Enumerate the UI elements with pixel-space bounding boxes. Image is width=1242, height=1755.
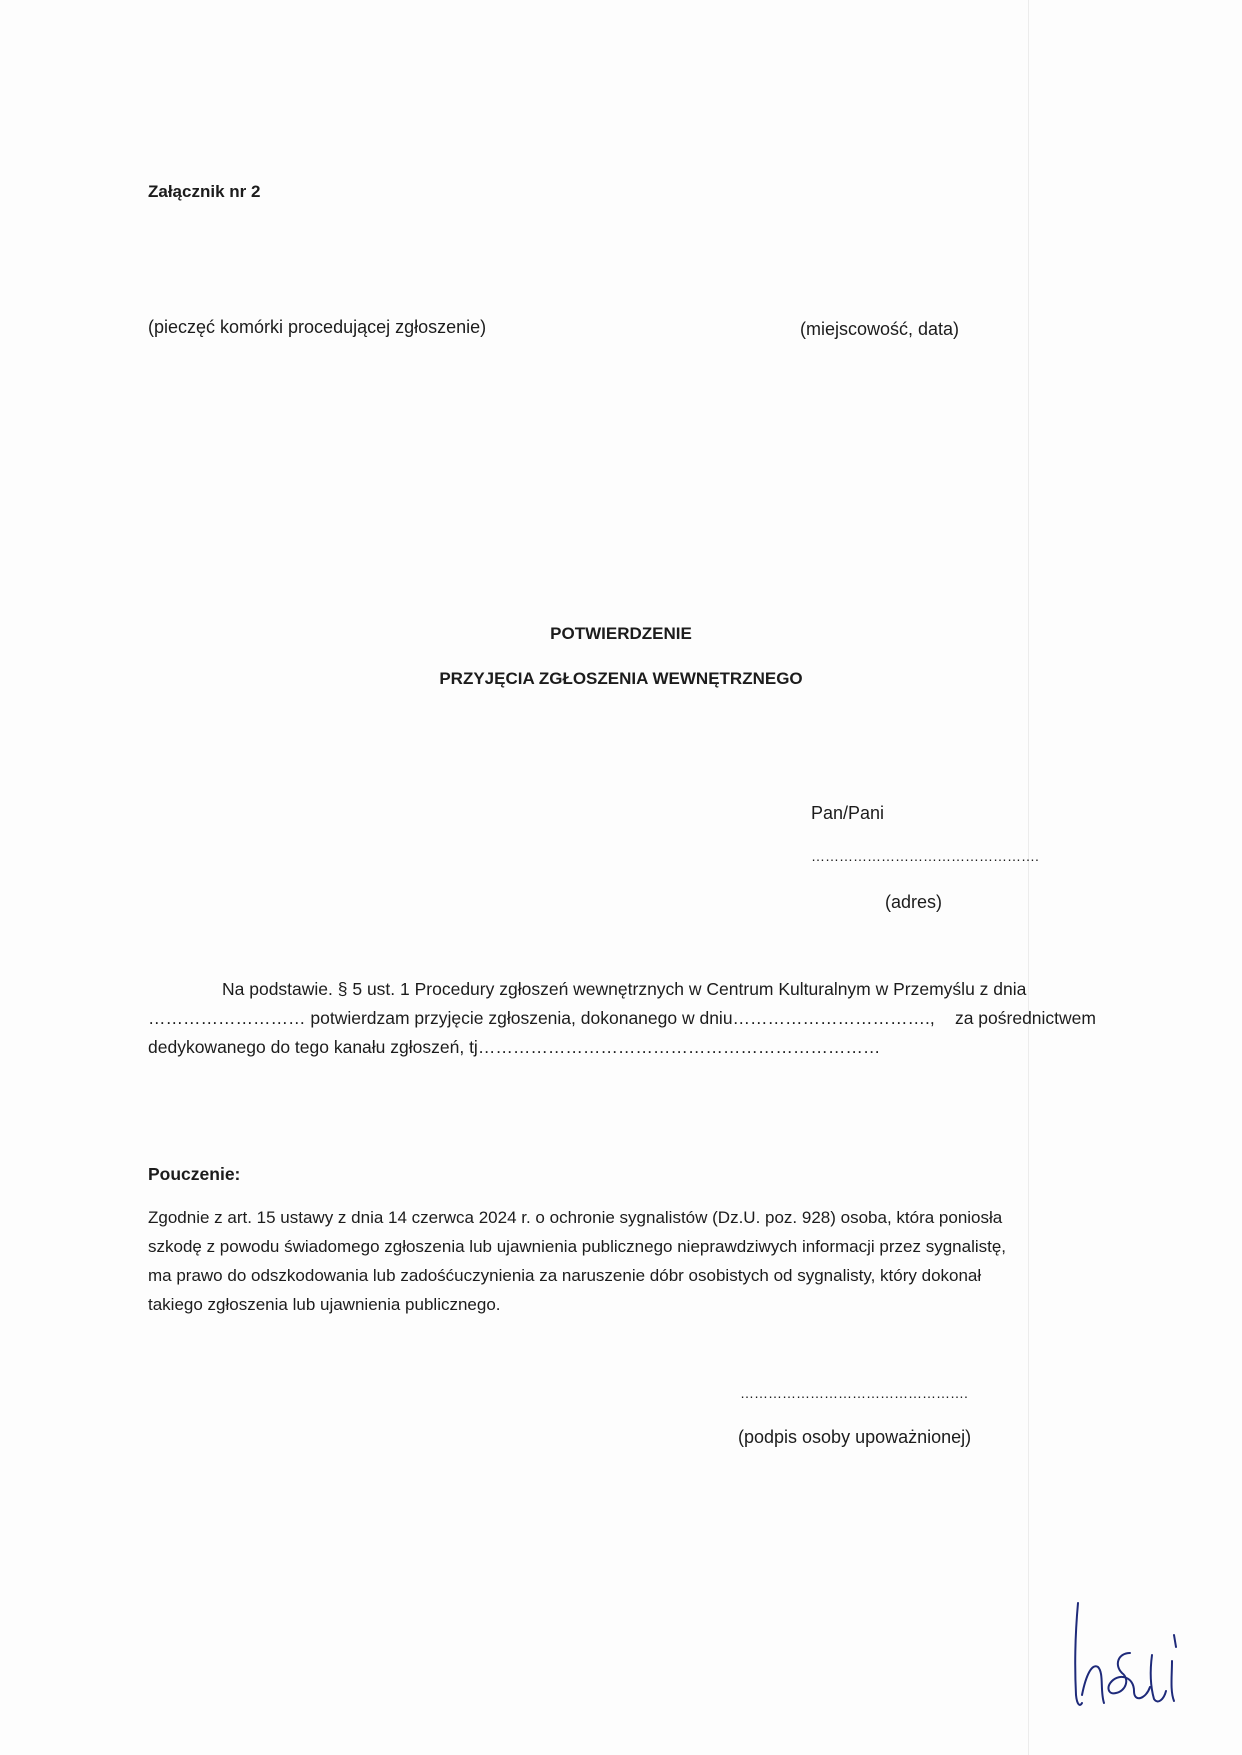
- stamp-placeholder: (pieczęć komórki procedującej zgłoszenie): [148, 317, 487, 337]
- signature-dots: ………………………………………….: [740, 1385, 968, 1401]
- recipient-address-label: (adres): [885, 892, 943, 912]
- body-line-2-part-2: za pośrednictwem: [954, 1008, 1096, 1028]
- body-line-1: Na podstawie. § 5 ust. 1 Procedury zgłoszeń wewnętrznych w Centrum Kulturalnym w Przemyślu z dnia: [222, 979, 1027, 999]
- instruction-paragraph: [148, 1203, 1096, 1319]
- place-date-placeholder: (miejscowość, data): [800, 319, 960, 339]
- instruction-line-2: szkodę z powodu świadomego zgłoszenia lub ujawnienia publicznego nieprawdziwych informacji przez sygnalistę,: [148, 1237, 1007, 1256]
- body-line-3: dedykowanego do tego kanału zgłoszeń, tj……………………………………………………………: [148, 1037, 881, 1057]
- recipient-name-dots: ………………………………………….: [811, 848, 1039, 864]
- instruction-line-4: takiego zgłoszenia lub ujawnienia publicznego.: [148, 1295, 501, 1314]
- document-subtitle: PRZYJĘCIA ZGŁOSZENIA WEWNĘTRZNEGO: [439, 669, 803, 688]
- document-title: POTWIERDZENIE: [550, 624, 692, 643]
- body-paragraph: [148, 975, 1096, 1062]
- handwritten-signature: [1060, 1595, 1190, 1715]
- body-line-2-part-1: ……………………… potwierdzam przyjęcie zgłoszenia, dokonanego w dniu…………………………….,: [148, 1008, 935, 1028]
- attachment-label: Załącznik nr 2: [148, 182, 261, 201]
- scan-edge: [1028, 0, 1029, 1755]
- body-line-2: [148, 1004, 1096, 1033]
- recipient-salutation: Pan/Pani: [811, 803, 885, 823]
- signature-label: (podpis osoby upoważnionej): [738, 1427, 972, 1447]
- instruction-line-3: ma prawo do odszkodowania lub zadośćuczynienia za naruszenie dóbr osobistych od sygnalisty, który dokonał: [148, 1266, 982, 1285]
- instruction-heading: Pouczenie:: [148, 1164, 241, 1184]
- instruction-line-1: Zgodnie z art. 15 ustawy z dnia 14 czerwca 2024 r. o ochronie sygnalistów (Dz.U. poz. 928) osoba, która poniosła: [148, 1208, 1003, 1227]
